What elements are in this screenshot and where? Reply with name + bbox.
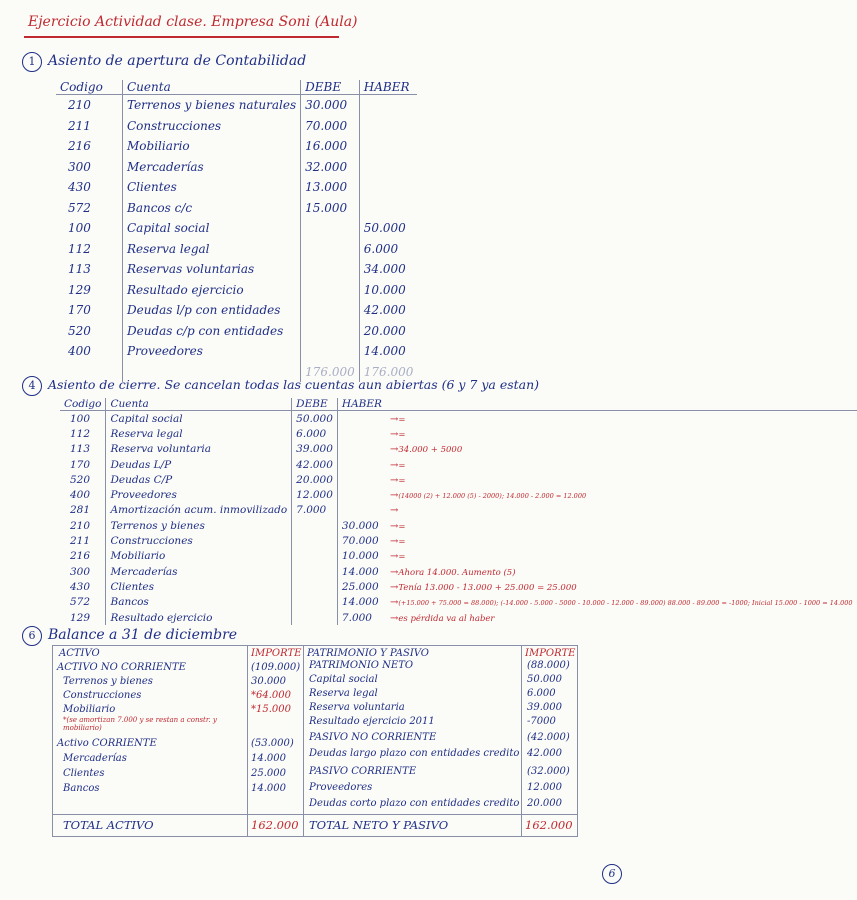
account-code: 216 — [68, 139, 91, 154]
section1-heading — [22, 52, 306, 72]
account-code: 572 — [68, 200, 91, 215]
account-name: Mercaderías — [106, 564, 292, 579]
annotation — [386, 457, 857, 472]
haber-value — [337, 472, 386, 487]
divider — [247, 646, 248, 836]
debe-value: 16.000 — [301, 136, 360, 157]
account-code: 520 — [68, 323, 91, 338]
activo-line-label: Bancos — [63, 783, 100, 794]
haber-value — [359, 116, 417, 137]
account-code: 112 — [68, 241, 91, 256]
account-name: Bancos c/c — [123, 198, 301, 219]
haber-value: 14.000 — [337, 595, 386, 610]
pasivo-line-value: (32.000) — [527, 766, 570, 777]
total-debe: 176.000 — [301, 362, 360, 383]
section2-heading-text: Asiento de cierre. Se cancelan todas las cuentas aun abiertas (6 y 7 ya estan) — [48, 377, 540, 392]
pasivo-line-value: 42.000 — [527, 748, 562, 759]
col-header-cuenta: Cuenta — [123, 80, 301, 95]
account-name: Reserva legal — [123, 239, 301, 260]
table-row — [60, 579, 857, 594]
pasivo-line-value: 20.000 — [527, 798, 562, 809]
activo-line-value: 14.000 — [251, 783, 286, 794]
arrow-right-icon: → — [389, 505, 399, 517]
table-row — [60, 610, 857, 625]
annotation — [386, 426, 857, 441]
annotation — [386, 579, 857, 594]
total-activo-value: 162.000 — [251, 818, 299, 832]
arrow-right-icon: → — [389, 520, 399, 532]
divider — [521, 646, 522, 836]
pasivo-line-value: 39.000 — [527, 702, 562, 713]
account-name: Mobiliario — [123, 136, 301, 157]
account-code: 113 — [70, 443, 91, 456]
activo-line-value: 30.000 — [251, 676, 286, 687]
annotation-text: = — [398, 414, 406, 425]
account-code: 430 — [68, 180, 91, 195]
account-code: 400 — [70, 489, 91, 502]
annotation — [386, 503, 857, 518]
table-row — [56, 321, 417, 342]
section3-heading-text: Balance a 31 de diciembre — [48, 627, 238, 643]
annotation — [386, 472, 857, 487]
total-haber: 176.000 — [359, 362, 417, 383]
account-name: Amortización acum. inmovilizado — [106, 503, 292, 518]
account-code: 211 — [68, 118, 91, 133]
pasivo-header: PATRIMONIO Y PASIVO — [307, 648, 430, 659]
account-name: Terrenos y bienes — [106, 518, 292, 533]
haber-value — [359, 136, 417, 157]
pasivo-line-label: PATRIMONIO NETO — [309, 660, 414, 671]
divider — [303, 646, 304, 836]
haber-value — [337, 487, 386, 502]
annotation-text: = — [398, 460, 406, 471]
account-name: Construcciones — [106, 533, 292, 548]
section2-number: 4 — [22, 376, 42, 396]
haber-value: 6.000 — [359, 239, 417, 260]
col-header-debe: DEBE — [292, 398, 338, 411]
haber-value: 30.000 — [337, 518, 386, 533]
arrow-right-icon: → — [389, 444, 399, 456]
section1-number: 1 — [22, 52, 42, 72]
pasivo-line-label: Reserva legal — [309, 688, 378, 699]
account-code: 520 — [70, 473, 91, 486]
haber-value — [337, 411, 386, 427]
account-name: Capital social — [106, 411, 292, 427]
account-code: 112 — [70, 427, 91, 440]
pasivo-line-label: PASIVO CORRIENTE — [309, 766, 417, 777]
debe-value — [301, 259, 360, 280]
table-row — [60, 472, 857, 487]
table-row — [56, 157, 417, 178]
annotation — [386, 487, 857, 502]
haber-value: 50.000 — [359, 218, 417, 239]
table-row — [56, 95, 417, 116]
account-code: 572 — [70, 596, 91, 609]
debe-value — [292, 533, 338, 548]
annotation-text: = — [398, 429, 406, 440]
account-name: Proveedores — [123, 341, 301, 362]
activo-line-label: ACTIVO NO CORRIENTE — [57, 662, 186, 673]
pasivo-line-label: Reserva voluntaria — [309, 702, 405, 713]
arrow-right-icon: → — [389, 459, 399, 471]
debe-value — [292, 579, 338, 594]
col-header-haber: HABER — [359, 80, 417, 95]
pasivo-line-label: PASIVO NO CORRIENTE — [309, 732, 437, 743]
pasivo-line-value: -7000 — [527, 716, 556, 727]
account-name: Clientes — [123, 177, 301, 198]
total-divider — [52, 814, 578, 815]
annotation-text: es pérdida va al haber — [398, 613, 495, 624]
debe-value — [292, 610, 338, 625]
table-row — [60, 411, 857, 427]
table-row — [56, 198, 417, 219]
total-activo-label: TOTAL ACTIVO — [63, 818, 154, 832]
account-name: Proveedores — [106, 487, 292, 502]
section3-number: 6 — [22, 626, 42, 646]
table-row — [56, 177, 417, 198]
debe-value: 42.000 — [292, 457, 338, 472]
haber-value: 20.000 — [359, 321, 417, 342]
haber-value — [359, 157, 417, 178]
annotation-text: (+15.000 + 75.000 = 88.000); (-14.000 - 5.000 - 5000 - 10.000 - 12.000 - 89.000) 88.000 - 89.000 = -1000; Inicial 15.000 - 1000 = 14.000 — [398, 599, 853, 608]
debe-value — [301, 321, 360, 342]
annotation — [386, 595, 857, 610]
activo-line-label: Construcciones — [63, 690, 142, 701]
page-title: Ejercicio Actividad clase. Empresa Soni (Aula) — [28, 14, 358, 30]
debe-value: 7.000 — [292, 503, 338, 518]
table-row — [56, 136, 417, 157]
annotation — [386, 533, 857, 548]
activo-line-label: Mobiliario — [63, 704, 116, 715]
table-row — [60, 442, 857, 457]
account-code: 300 — [68, 159, 91, 174]
table-row — [60, 457, 857, 472]
importe-header-pasivo: IMPORTE — [525, 648, 576, 659]
table-row — [56, 300, 417, 321]
section3-heading — [22, 626, 237, 646]
account-name: Mercaderías — [123, 157, 301, 178]
activo-line-value: 14.000 — [251, 753, 286, 764]
arrow-right-icon: → — [389, 474, 399, 486]
table-row — [60, 564, 857, 579]
debe-value — [301, 218, 360, 239]
account-code: 170 — [68, 303, 91, 318]
col-header-cuenta: Cuenta — [106, 398, 292, 411]
account-name: Deudas l/p con entidades — [123, 300, 301, 321]
debe-value: 6.000 — [292, 426, 338, 441]
activo-line-value: (53.000) — [251, 738, 294, 749]
haber-value: 10.000 — [359, 280, 417, 301]
arrow-right-icon: → — [389, 536, 399, 548]
annotation — [386, 442, 857, 457]
activo-header: ACTIVO — [59, 648, 100, 659]
account-name: Capital social — [123, 218, 301, 239]
debe-value — [292, 549, 338, 564]
annotation-text: = — [398, 552, 406, 563]
activo-line-label: Activo CORRIENTE — [57, 738, 157, 749]
annotation — [386, 549, 857, 564]
table-row — [60, 487, 857, 502]
col-header-debe: DEBE — [301, 80, 360, 95]
account-code: 211 — [70, 535, 91, 548]
table-header-row — [60, 398, 857, 411]
table-row — [60, 595, 857, 610]
account-name: Reserva legal — [106, 426, 292, 441]
account-code: 129 — [68, 282, 91, 297]
table-row — [56, 239, 417, 260]
haber-value: 70.000 — [337, 533, 386, 548]
account-code: 210 — [70, 519, 91, 532]
haber-value — [359, 95, 417, 116]
annotation — [386, 610, 857, 625]
debe-value: 50.000 — [292, 411, 338, 427]
account-code: 129 — [70, 611, 91, 624]
debe-value — [292, 595, 338, 610]
pasivo-line-label: Deudas largo plazo con entidades credito — [309, 748, 520, 759]
activo-line-value: (109.000) — [251, 662, 301, 673]
activo-line-label: *(se amortizan 7.000 y se restan a constr. y mobiliario) — [63, 716, 217, 732]
debe-value — [292, 564, 338, 579]
account-name: Mobiliario — [106, 549, 292, 564]
arrow-right-icon: → — [389, 597, 399, 609]
annotation — [386, 564, 857, 579]
annotation — [386, 518, 857, 533]
table-row — [56, 280, 417, 301]
haber-value: 7.000 — [337, 610, 386, 625]
debe-value: 12.000 — [292, 487, 338, 502]
haber-value: 42.000 — [359, 300, 417, 321]
account-name: Resultado ejercicio — [106, 610, 292, 625]
debe-value: 32.000 — [301, 157, 360, 178]
activo-line-label: Clientes — [63, 768, 105, 779]
pasivo-line-value: 50.000 — [527, 674, 562, 685]
annotation-text: (14000 (2) + 12.000 (5) - 2000); 14.000 - 2.000 = 12.000 — [398, 492, 587, 501]
section1-heading-text: Asiento de apertura de Contabilidad — [48, 53, 307, 69]
activo-line-value: 25.000 — [251, 768, 286, 779]
account-code: 400 — [68, 344, 91, 359]
debe-value: 15.000 — [301, 198, 360, 219]
annotation-text: = — [398, 537, 406, 548]
arrow-right-icon: → — [389, 413, 399, 425]
account-code: 113 — [68, 262, 91, 277]
debe-value — [301, 341, 360, 362]
debe-value — [301, 300, 360, 321]
pasivo-line-value: 12.000 — [527, 782, 562, 793]
arrow-right-icon: → — [389, 490, 399, 502]
account-code: 100 — [70, 412, 91, 425]
annotation-text: = — [398, 521, 406, 532]
debe-value: 70.000 — [301, 116, 360, 137]
haber-value: 10.000 — [337, 549, 386, 564]
haber-value: 14.000 — [337, 564, 386, 579]
table-row — [56, 218, 417, 239]
total-pasivo-value: 162.000 — [525, 818, 573, 832]
debe-value: 39.000 — [292, 442, 338, 457]
table-row — [60, 533, 857, 548]
debe-value — [292, 518, 338, 533]
account-code: 430 — [70, 580, 91, 593]
table-header-row — [56, 80, 417, 95]
annotation-text: Ahora 14.000. Aumento (5) — [398, 567, 516, 578]
account-code: 170 — [70, 458, 91, 471]
title-underline — [24, 36, 339, 38]
closing-entry-table — [60, 398, 857, 625]
activo-line-label: Terrenos y bienes — [63, 676, 153, 687]
account-name: Clientes — [106, 579, 292, 594]
pasivo-line-value: (42.000) — [527, 732, 570, 743]
account-name: Resultado ejercicio — [123, 280, 301, 301]
account-name: Reserva voluntaria — [106, 442, 292, 457]
arrow-right-icon: → — [389, 566, 399, 578]
arrow-right-icon: → — [389, 551, 399, 563]
account-code: 210 — [68, 98, 91, 113]
annotation-text: = — [398, 475, 406, 486]
pasivo-line-value: (88.000) — [527, 660, 570, 671]
account-name: Reservas voluntarias — [123, 259, 301, 280]
debe-value: 20.000 — [292, 472, 338, 487]
activo-line-label: Mercaderías — [63, 753, 127, 764]
arrow-right-icon: → — [389, 428, 399, 440]
account-code: 216 — [70, 550, 91, 563]
account-name: Construcciones — [123, 116, 301, 137]
haber-value — [359, 177, 417, 198]
haber-value — [337, 503, 386, 518]
arrow-right-icon: → — [389, 581, 399, 593]
table-row — [56, 259, 417, 280]
pasivo-line-label: Deudas corto plazo con entidades credito — [309, 798, 520, 809]
debe-value: 30.000 — [301, 95, 360, 116]
haber-value — [359, 198, 417, 219]
importe-header-activo: IMPORTE — [251, 648, 302, 659]
annotation-text: Tenía 13.000 - 13.000 + 25.000 = 25.000 — [398, 582, 577, 593]
haber-value: 34.000 — [359, 259, 417, 280]
annotation — [386, 411, 857, 427]
debe-value — [301, 280, 360, 301]
account-name: Deudas c/p con entidades — [123, 321, 301, 342]
activo-line-value: *64.000 — [251, 690, 291, 701]
debe-value — [301, 239, 360, 260]
section2-heading — [22, 376, 539, 396]
table-row — [60, 518, 857, 533]
account-code: 281 — [70, 504, 91, 517]
col-header-codigo: Codigo — [56, 80, 123, 95]
table-row — [56, 341, 417, 362]
activo-line-value: *15.000 — [251, 704, 291, 715]
haber-value — [337, 442, 386, 457]
pasivo-line-label: Proveedores — [309, 782, 373, 793]
pasivo-line-label: Capital social — [309, 674, 378, 685]
pasivo-line-label: Resultado ejercicio 2011 — [309, 716, 435, 727]
annotation-text: 34.000 + 5000 — [398, 445, 463, 456]
balance-sheet — [52, 645, 578, 837]
total-pasivo-label: TOTAL NETO Y PASIVO — [309, 818, 449, 832]
haber-value — [337, 457, 386, 472]
haber-value: 14.000 — [359, 341, 417, 362]
col-header-haber: HABER — [337, 398, 386, 411]
table-row — [56, 116, 417, 137]
pasivo-line-value: 6.000 — [527, 688, 556, 699]
account-name: Deudas L/P — [106, 457, 292, 472]
account-name: Bancos — [106, 595, 292, 610]
opening-entry-table — [56, 80, 417, 382]
debe-value: 13.000 — [301, 177, 360, 198]
table-row — [60, 426, 857, 441]
account-code: 300 — [70, 565, 91, 578]
account-code: 100 — [68, 221, 91, 236]
haber-value — [337, 426, 386, 441]
page-number: 6 — [602, 864, 622, 884]
table-row — [60, 549, 857, 564]
col-header-codigo: Codigo — [60, 398, 106, 411]
arrow-right-icon: → — [389, 612, 399, 624]
account-name: Terrenos y bienes naturales — [123, 95, 301, 116]
haber-value: 25.000 — [337, 579, 386, 594]
table-row — [60, 503, 857, 518]
account-name: Deudas C/P — [106, 472, 292, 487]
